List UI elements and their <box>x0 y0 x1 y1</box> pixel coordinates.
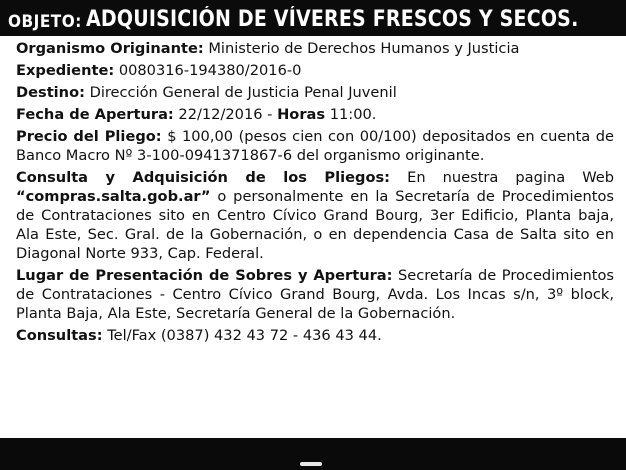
apertura-date: 22/12/2016 <box>178 106 263 123</box>
consulta-pliegos-details: o personalmente en la Secretaría de Procedimientos de Contrataciones sito en Centro Cívico Grand Bourg, 3er Edificio, Planta baja, Ala Este, Sec. Gral. de la Gobernación, o en dependencia Casa de Salta sito en Diagonal Norte 933, Cap. Federal. <box>16 188 615 262</box>
consulta-pliegos-intro: En nuestra pagina Web <box>407 169 615 186</box>
header-bar <box>0 0 626 36</box>
apertura-line <box>16 105 614 124</box>
destino-label: Destino: <box>16 84 85 101</box>
consultas-line <box>16 326 614 345</box>
expediente-value: 0080316-194380/2016-0 <box>118 62 302 79</box>
precio-value: $ 100,00 (pesos cien con 00/100) depositados en cuenta de Banco Macro Nº 3-100-0941371867-6 del organismo originante. <box>16 128 615 164</box>
lugar-label: Lugar de Presentación de Sobres y Apertura: <box>16 267 393 284</box>
consulta-pliegos-label: Consulta y Adquisición de los Pliegos: <box>16 169 391 186</box>
destino-line <box>16 83 614 102</box>
consulta-pliegos-paragraph <box>16 168 614 263</box>
object-label: OBJETO: <box>8 12 82 32</box>
lugar-value: Secretaría de Procedimientos de Contrataciones - Centro Cívico Grand Bourg, Avda. Los Incas s/n, 3º block, Planta Baja, Ala Este, Secretaría General de la Gobernación. <box>16 267 614 322</box>
footer-mark <box>300 462 322 466</box>
consultas-value: Tel/Fax (0387) 432 43 72 - 436 43 44. <box>107 327 382 344</box>
apertura-separator: - <box>262 106 278 123</box>
expediente-label: Expediente: <box>16 62 115 79</box>
organismo-label: Organismo Originante: <box>16 40 204 57</box>
object-title: ADQUISICIÓN DE VÍVERES FRESCOS Y SECOS. <box>85 7 579 32</box>
consultas-label: Consultas: <box>16 327 103 344</box>
precio-paragraph <box>16 127 614 165</box>
destino-value: Dirección General de Justicia Penal Juvenil <box>89 84 397 101</box>
expediente-line <box>16 61 614 80</box>
horas-label: Horas <box>277 106 326 123</box>
notice-body <box>16 39 614 348</box>
organismo-line <box>16 39 614 58</box>
lugar-paragraph <box>16 266 614 323</box>
precio-label: Precio del Pliego: <box>16 128 162 145</box>
apertura-label: Fecha de Apertura: <box>16 106 174 123</box>
web-link[interactable]: “compras.salta.gob.ar” <box>16 188 211 205</box>
organismo-value: Ministerio de Derechos Humanos y Justicia <box>208 40 520 57</box>
horas-value: 11:00. <box>329 106 377 123</box>
